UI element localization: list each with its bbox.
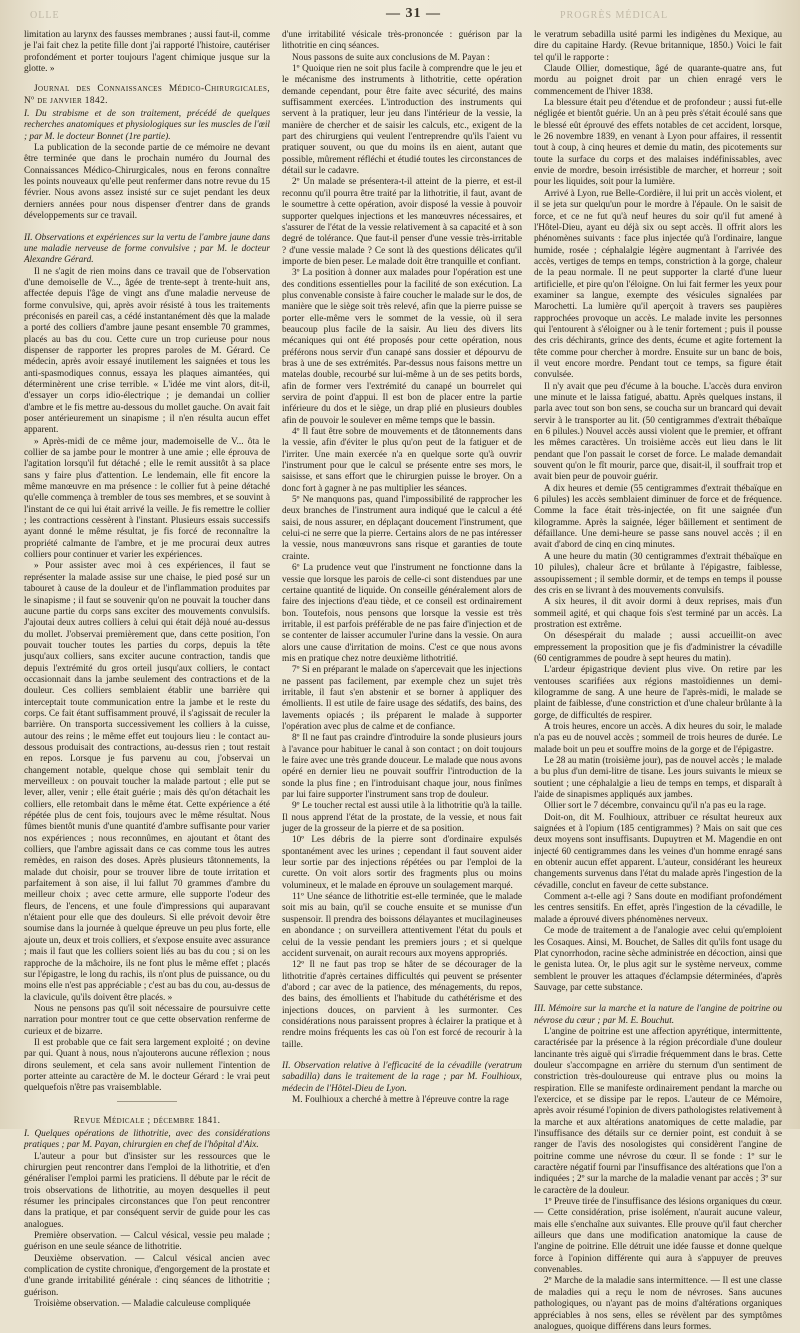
bleed-through-text-right: PROGRÈS MÉDICAL — [560, 10, 669, 21]
conclusion-item: 2º Un malade se présentera-t-il atteint de la pierre, et est-il reconnu qu'il pourra être traité par la lithotritie, il faut, avant de le soumettre à cette opération, avoir disposé la vessie à pouvoir supporter quelques injections et les manœuvres nécessaires, et s'assurer de l'état de la vessie relativement à sa capacité et à son degré de tolérance. Que faut-il penser d'une vessie très-irritable ? d'une vessie malade ? Ce sont là des questions délicates qu'il importe de bien peser. Le malade doit être tranquille et confiant. — [282, 177, 522, 267]
conclusion-item: 5º Ne manquons pas, quand l'impossibilité de rapprocher les deux branches de l'instrument aura indiqué que le calcul a été saisi, de nous assurer, en déplaçant doucement l'instrument, que celui-ci ne serre que la pierre. Certains alors de ne pas intéresser la vessie, nous manœuvrons sans risque et garanties de toute crainte. — [282, 495, 522, 562]
article-title: III. Mémoire sur la marche et la nature de l'angine de poitrine ou névrose du cœur ; par M. E. Bouchut. — [534, 1004, 782, 1026]
conclusion-item: 10º Les débris de la pierre sont d'ordinaire expulsés spontanément avec les urines ; cependant il faut souvent aider leur sortie par des injections répétées ou par l'emploi de la curette. On voit alors sortir des fragments plus ou moins volumineux, et le malade en éprouve un soulagement marqué. — [282, 835, 522, 891]
page-number: — 31 — — [386, 6, 441, 21]
conclusion-item: 8º Il ne faut pas craindre d'introduire la sonde plusieurs jours à l'avance pour habituer le canal à son contact ; on doit toujours le faire avec une très grande douceur. Le malade que nous avons opéré en dernier lieu ne pouvait souffrir l'introduction de la sonde la plus fine ; en l'introduisant chaque jour, nous finîmes par lui faire supporter l'instrument sans trop de douleur. — [282, 733, 522, 801]
paragraph: M. Foulhioux a cherché à mettre à l'épreuve contre la rage — [292, 1094, 509, 1105]
article-title: II. Observations et expériences sur la vertu de l'ambre jaune dans une maladie nerveuse de forme convulsive ; par M. le docteur Alexandre Gérard. — [24, 232, 270, 266]
observation-item: Première observation. — Calcul vésical, vessie peu malade ; guérison en une seule séance de lithotritie. — [24, 1231, 270, 1253]
column-middle — [282, 30, 522, 1117]
paragraph: Il est probable que ce fait sera largement exploité ; on devine par qui. Quant à nous, nous n'ajouterons aucune réflexion ; nous dirons seulement, et cela sans avoir nullement l'intention de porter atteinte au caractère de M. le docteur Gérard : le vrai peut quelquefois n'être pas vraisemblable. — [24, 1037, 270, 1094]
article-title: I. Quelques opérations de lithotritie, avec des considérations pratiques ; par M. Payan, chirurgien en chef de l'hôpital d'Aix. — [24, 1128, 270, 1151]
paragraph: Comment a-t-elle agi ? Sans doute en modifiant profondément les centres sensitifs. En effet, après l'ingestion de la cévadille, le malade a éprouvé divers phénomènes nerveux. — [534, 892, 782, 925]
paragraph: La publication de la seconde partie de ce mémoire ne devant être terminée que dans le prochain numéro du Journal des Connaissances Médico-Chirurgicales, nous en ferons connaître les points nouveaux qu'elle peut renfermer dans notre revue du 15 février. Nous avons assez insisté sur ce sujet pendant les deux derniers années pour nous dispenser d'entrer dans de grands développements sur ce travail. — [24, 143, 270, 222]
paragraph: Il n'y avait que peu d'écume à la bouche. L'accès dura environ une minute et le laissa fatigué, abattu. Après quelques instans, il parla avec tout son bon sens, se coucha sur un brancard qui devait servir à le transporter au lit. (50 centigrammes d'extrait thébaïque en 6 pilules.) Nouvel accès aussi violent que le premier, et offrant les mêmes caractères. Un troisième accès eut lieu dans le lit pendant que l'on passait le corset de force. Le malade demandait souvent qu'on le fît mourir, parce que, disait-il, il souffrait trop et avait bien peur de pouvoir guérir. — [534, 381, 782, 483]
paragraph: limitation au larynx des fausses membranes ; aussi faut-il, comme je l'ai fait chez la petite fille dont j'ai rapporté l'histoire, cautériser profondément et porter toujours l'agent chimique jusque sur la glotte. » — [24, 30, 270, 75]
paragraph: Claude Ollier, domestique, âgé de quarante-quatre ans, fut mordu au poignet droit par un chien enragé vers le commencement de l'hiver 1838. — [534, 64, 782, 97]
paragraph: Il ne s'agit de rien moins dans ce travail que de l'observation d'une demoiselle de V..., âgée de trente-sept à trente-huit ans, affectée depuis l'âge de vingt ans d'une maladie nerveuse de forme convulsive, qui, après avoir résisté à tous les traitements préconisés en pareil cas, a cédé instantanément dès que la malade a porté des colliers d'ambre jaune pesant ensemble 70 grammes, placés au bas du cou. Cette cure un trop curieuse pour nous dispenser de rapporter les propres paroles de M. Gérard. Ce médecin, après avoir essayé inutilement les saignées et tous les anti-spasmodiques connus, essaya les plaques aimantées, qui déterminèrent une crise terrible. « L'idée me vint alors, dit-il, d'essayer un corps idio-électrique ; je demandai un collier d'ambre et le fis mettre au-dessous du mollet gauche. On avait fait poser antérieurement un sinapisme ; il n'en résulta aucun effet apparent. — [24, 266, 270, 436]
conclusion-item: 4º Il faut être sobre de mouvements et de tâtonnements dans la vessie, afin d'éviter le plus qu'on peut de la fatiguer et de l'irriter. Une main exercée n'a en quelque sorte qu'à ouvrir l'instrument pour que le calcul se présente entre ses mors, le saisisse, et sans effort que le chirurgien puisse le broyer. On a donc fort à gagner à ne pas multiplier les séances. — [282, 427, 522, 494]
observation-item: Troisième observation. — Maladie calculeuse compliquée — [34, 1299, 251, 1310]
paragraph: A six heures, il dit avoir dormi à deux reprises, mais d'un sommeil agité, et qui chaque fois s'est terminé par un accès. La prostration est extrême. — [534, 597, 782, 630]
conclusion-item: 3º La position à donner aux malades pour l'opération est une des conditions essentielles pour la facilité de son exécution. La plus convenable consiste à faire coucher le malade sur le dos, de manière que le siège soit très relevé, afin que la pierre puisse se porter elle-même vers le sommet de la vessie, où il sera beaucoup plus facile de la saisir. Au lieu des divers lits mécaniques qui ont été proposés pour cette opération, nous préférons nous servir d'un canapé sans dossier et dépourvu de bras à une de ses extrémités. Par-dessus nous faisons mettre un matelas double, recourbé sur lui-même à un de ses petits bords, afin de former vers l'extrémité du canapé un bourrelet qui servira de point d'appui. Il est bon de placer entre la partie inférieure du dos et le siège, un drap plié en plusieurs doubles afin de pouvoir le soulever en même temps que le bassin. — [282, 268, 522, 426]
paragraph: L'auteur a pour but d'insister sur les ressources que le chirurgien peut rencontrer dans l'emploi de la lithotritie, et d'en généraliser l'emploi parmi les praticiens. Il débute par le récit de trois observations de lithotritie, au moyen desquelles il peut résumer les principales circonstances que l'on peut rencontrer dans la pratique, et par conséquent servir de guide pour les cas analogues. — [24, 1151, 270, 1230]
column-left — [24, 30, 270, 1310]
paragraph: A trois heures, encore un accès. A dix heures du soir, le malade n'a pas eu de nouvel accès ; sommeil de trois heures de durée. Le malade boit un peu et souffre moins de la gorge et de l'épigastre. — [534, 721, 782, 755]
paragraph: » Après-midi de ce même jour, mademoiselle de V... ôta le collier de sa jambe pour le montrer à une amie ; elle éprouva de l'agitation lorsqu'il fut détaché ; elle le remit aussitôt à sa place sans y faire plus d'attention. Le lendemain, elle fit encore la même manœuvre en ma présence : le collier fut à peine détaché qu'elle commença à trembler de tous ses membres, et se souvint à l'instant de ce qui lui était arrivé la veille. Je fis remettre le collier ; les contractions cessèrent à l'instant. Plusieurs essais successifs ayant donné le même résultat, je fis forcé de reconnaître la propriété calmante de l'ambre, et je me procurai deux autres colliers pour continuer et varier les expériences. — [24, 436, 270, 561]
paragraph: L'angine de poitrine est une affection apyrétique, intermittente, caractérisée par la présence à la région précordiale d'une douleur lancinante très aiguë qui s'irradie fréquemment dans le bras. Cette douleur s'accompagne en arrière du sternum d'un sentiment de constriction très-douloureuse qui entrave plus ou moins la respiration. Elle se manifeste ordinairement pendant la marche ou l'exercice, et se dissipe par le repos. L'auteur de ce Mémoire, après avoir résumé l'opinion de divers pathologistes relativement à la marche et aux altérations anatomiques de cette maladie, par l'insuffisance des détails sur ce dernier point, est conduit à se ranger de l'avis des nosologistes qui considèrent l'angine de poitrine comme une névrose du cœur. Il se fonde : 1º sur le caractère négatif fourni par l'insuffisance des altérations que l'on a indiquées ; 2º sur la marche de la maladie venant par accès ; 3º sur le caractère de la douleur. — [534, 1026, 782, 1196]
paragraph: Doit-on, dit M. Foulhioux, attribuer ce résultat heureux aux saignées et à l'opium (185 centigrammes) ? Mais on sait que ces deux moyens sont insuffisants. Dupuytren et M. Magendie en ont injecté 60 centigrammes dans les veines d'un homme enragé sans en obtenir aucun effet apparent. L'auteur, considérant les heureux changements survenus dans l'état du malade après l'ingestion de la cévadille, conclut en faveur de cette substance. — [534, 812, 782, 891]
page-header — [0, 6, 800, 28]
conclusion-item: 7º Si en préparant le malade on s'apercevait que les injections ne passent pas facilement, par exemple chez un sujet très irritable, il faut s'en abstenir et se borner à appliquer des émollients. Il est utile de faire usage des sédatifs, des bains, des lavements opiacés ; ils préparent le malade à supporter l'opération avec plus de calme et de confiance. — [282, 665, 522, 732]
article-title: II. Observation relative à l'efficacité de la cévadille (veratrum sabadilla) dans le traitement de la rage ; par M. Foulhioux, médecin de l'Hôtel-Dieu de Lyon. — [282, 1060, 522, 1094]
journal-heading: Journal des Connaissances Médico-Chirurgicales, Nº de janvier 1842. — [24, 84, 270, 106]
observation-item: Deuxième observation. — Calcul vésical ancien avec complication de cystite chronique, d'engorgement de la prostate et d'une grande irritabilité générale : cinq séances de lithotritie ; guérison. — [24, 1253, 270, 1298]
paragraph: Le 28 au matin (troisième jour), pas de nouvel accès ; le malade a bu plus d'un demi-litre de tisane. Les jours suivants le mieux se soutient ; une céphalalgie a lieu de temps en temps, et disparaît à l'aide de sinapismes appliqués aux jambes. — [534, 756, 782, 801]
paragraph: Ce mode de traitement a de l'analogie avec celui qu'emploient les Cosaques. Ainsi, M. Bouchet, de Salles dit qu'ils font usage du Plat cynorrhodon, racine sèche administrée en décoction, ainsi que le genista lutea. Or, le plus agit sur le système nerveux, comme semblent le prouver les attaques d'éclampsie déterminées, d'après Sauvage, par cette substance. — [534, 926, 782, 993]
paragraph: On désespérait du malade ; aussi accueillit-on avec empressement la proposition que je fis d'administrer la cévadille (60 centigrammes de poudre à sept heures du matin). — [534, 631, 782, 664]
paragraph: A une heure du matin (30 centigrammes d'extrait thébaïque en 10 pilules), chaleur âcre et brûlante à l'épigastre, faiblesse, assoupissement ; il semble dormir, et de temps en temps il pousse des cris en se livrant à des mouvements convulsifs. — [534, 551, 782, 596]
section-divider — [117, 1101, 177, 1102]
list-item: 2º Marche de la maladie sans intermittence. — Il est une classe de maladies qui a reçu le nom de névroses. Sans aucunes pathologiques, ou n'ayant pas de moins d'altérations organiques appréciables à nos sens, elles se révèlent par des symptômes analogues, quoique différens dans leurs formes. — [534, 1276, 782, 1332]
column-right — [534, 30, 782, 1332]
conclusion-item: 1º Quoique rien ne soit plus facile à comprendre que le jeu et le mécanisme des instruments à lithotritie, cette opération demande cependant, pour être faite avec sécurité, des mains suffisamment exercées. L'introduction des instruments qui servent à la pratiquer, leur jeu dans l'intérieur de la vessie, la manière de chercher et de saisir les calculs, etc., exigent de la part des chirurgiens qui veulent l'entreprendre qu'ils l'aient vu pratiquer souvent, ou que du moins ils en aient, autant que possible, mûrement réfléchi et étudié toutes les circonstances de détail sur le cadavre. — [282, 64, 522, 177]
paragraph: Ollier sort le 7 décembre, convaincu qu'il n'a pas eu la rage. — [544, 801, 766, 812]
list-item: 1º Preuve tirée de l'insuffisance des lésions organiques du cœur. — Cette considération, prise isolément, n'aurait aucune valeur, mais elle s'enchaîne aux suivantes. Elle prouve qu'il faut chercher ailleurs que dans une modification anatomique la cause de l'angine de poitrine. Elle détruit une idée fausse et donne quelque force à l'opinion différente qui aura à s'appuyer de preuves convenables. — [534, 1197, 782, 1276]
paragraph: d'une irritabilité vésicale très-prononcée : guérison par la lithotritie en cinq séances. — [282, 30, 522, 52]
conclusion-item: 9º Le toucher rectal est aussi utile à la lithotritie qu'à la taille. Il nous apprend l'état de la prostate, de la vessie, et nous fait juger de la grosseur de la pierre et de sa position. — [282, 801, 522, 835]
bleed-through-text-left: OLLE — [30, 10, 60, 21]
conclusion-item: 11º Une séance de lithotritie est-elle terminée, que le malade soit mis au bain, qu'il se couche ensuite et se munisse d'un suspensoir. Il prendra des boissons délayantes et mucilagineuses en abondance ; on surveillera attentivement l'état du pouls et celui de la vessie pendant les premiers jours ; et si quelque accident survenait, on aurait recours aux moyens appropriés. — [282, 892, 522, 959]
conclusion-item: 12º Il ne faut pas trop se hâter de se décourager de la lithotritie d'après certaines difficultés qui peuvent se présenter d'abord ; car avec de la patience, des ménagements, du repos, des bains, des émollients et l'habitude du cathétérisme et des injections douces, on parvient à les surmonter. Ces considérations nous paraissent propres à éclairer la pratique et à rendre moins fréquents les cas où l'on est forcé de recourir à la taille. — [282, 960, 522, 1050]
article-title: I. Du strabisme et de son traitement, précédé de quelques recherches anatomiques et physiologiques sur les muscles de l'œil ; par M. le docteur Bonnet (1re partie). — [24, 109, 270, 142]
paragraph: Nous ne pensons pas qu'il soit nécessaire de poursuivre cette narration pour montrer tout ce que cette observation renferme de curieux et de bizarre. — [24, 1003, 270, 1037]
journal-heading: Revue Médicale ; décembre 1841. — [73, 1115, 221, 1126]
paragraph: La blessure était peu d'étendue et de profondeur ; aussi fut-elle négligée et bientôt guérie. Un an à peu près s'était écoulé sans que le blessé eût éprouvé des effets notables de cet accident, lorsque, le 26 novembre 1839, en venant à Lyon pour affaires, il ressentit tout à coup, à cinq heures et demie du matin, des picotements sur toute la surface du corps et des malaises indéfinissables, avec envie de mordre, besoin irrésistible de marcher, et horreur ; soit pour les liquides, soit pour la lumière. — [534, 98, 782, 188]
paragraph: A dix heures et demie (55 centigrammes d'extrait thébaïque en 6 pilules) les accès semblaient diminuer de force et de fréquence. Comme la face était très-injectée, on fit une saignée d'un kilogramme. Après la saignée, léger bâillement et sentiment de défaillance. Une demi-heure se passe sans nouvel accès ; il en avait d'abord de cinq en cinq minutes. — [534, 483, 782, 551]
conclusion-item: 6º La prudence veut que l'instrument ne fonctionne dans la vessie que lorsque les parois de celle-ci sont distendues par une certaine quantité de liquide. On conseille généralement alors de faire des injections d'eau tiède, et ce conseil est ordinairement bon. Toutefois, nous pensons que lorsque la vessie est très irritable, il est parfois préférable de ne pas faire d'injection et de se contenter de laisser accumuler l'urine dans la vessie. On aura alors une cause d'irritation de moins. C'est ce que nous avons mis en pratique chez notre deuxième lithotritié. — [282, 563, 522, 664]
paragraph: » Pour assister avec moi à ces expériences, il faut se représenter la malade assise sur une chaise, le pied posé sur un tabouret à cause de la douleur et de l'inflammation produites par le sinapisme ; il faut se souvenir qu'on ne pouvait la toucher dans aucune partie du corps sans exciter des mouvements convulsifs. J'ajoutai deux autres colliers à celui qui était déjà noué au-dessus du mollet. J'observai premièrement que, dans cette position, l'on pouvait toucher toutes les parties du corps, depuis la tête jusqu'aux colliers, sans exciter aucune contraction, tandis que depuis l'extrémité du gros orteil jusqu'aux colliers, le contact occasionnait dans la jambe seulement des contractions et de la douleur. Ces colliers semblaient établir une barrière qui interceptait toute communication entre la jambe et le reste du corps. Ce fait étant suffisamment prouvé, il s'agissait de reculer la barrière. On transporta successivement les colliers à la cuisse, autour des reins ; le même effet eut toujours lieu : le contact au-dessous produisait des contractions, au-dessus rien ; tout restait en repos. Lorsque je fus parvenu au cou, j'observai un changement notable, quelque chose qui semblait tenir du merveilleux : on pouvait toucher la malade partout ; elle put se lever, aller, venir ; elle était guérie ; mais dès qu'on détachait les colliers, elle retombait dans le même état. Cette expérience a été répétée plus de cent fois, toujours avec le même résultat. Nous fûmes bientôt munis d'une quantité d'ambre suffisante pour varier nos expériences ; nous reconnûmes, en ajoutant et ôtant des colliers, que l'ambre agissait dans ce cas comme tous les autres remèdes, en raison des doses. Après plusieurs tâtonnements, la malade dut choisir, pour se trouver libre de toute irritation et parfaitement à son aise, il lui fallut 70 grammes d'ambre du meilleur choix ; avec cette armure, elle supporte l'odeur des fleurs, de l'encens, et une foule d'impressions qui auparavant n'étaient pour elle que des douleurs. Si elle prévoit devoir être soumise dans la journée à quelque épreuve un peu plus forte, elle ajoute un, deux et trois colliers, et s'expose ensuite avec assurance ; mais il faut que les colliers soient liés au bas du cou ; si on les rapproche de la mâchoire, ils ne font plus le même effet ; placés sur l'épigastre, le long du rachis, ils n'ont plus de puissance, ou du moins elle n'est pas appréciable ; c'est au bas du cou, au-dessus de la clavicule, qu'ils doivent être placés. » — [24, 561, 270, 1003]
paragraph: le veratrum sebadilla usité parmi les indigènes du Mexique, au dire du capitaine Hardy. (Revue britannique, 1850.) Voici le fait tel qu'il le rapporte : — [534, 30, 782, 63]
paragraph: Nous passons de suite aux conclusions de M. Payan : — [292, 52, 490, 63]
paragraph: L'ardeur épigastrique devient plus vive. On retire par les ventouses scarifiées aux régions mastoïdiennes un demi-kilogramme de sang. A une heure de l'après-midi, le malade se plaint de faiblesse, d'une constriction et d'une chaleur brûlante à la gorge, de difficultés de respirer. — [534, 665, 782, 721]
paragraph: Arrivé à Lyon, rue Belle-Cordière, il lui prit un accès violent, et il se jeta sur quelqu'un pour le mordre à l'épaule. On le saisit de force, et ce ne fut qu'à neuf heures du soir qu'il fut amené à l'Hôtel-Dieu, ayant eu déjà six ou sept accès. Il offrit alors les phénomènes suivants : face plus injectée qu'à l'ordinaire, langue humide, rosée ; céphalalgie légère augmentant à l'arrivée des accès, vertiges de temps en temps, constriction à la gorge, chaleur de la peau normale. Il ne peut supporter la clarté d'une lueur artificielle, et pire qu'on l'éloigne. On lui fait fermer les yeux pour examiner sa langue, exempte des vésicules signalées par Marochetti. La lumière qu'il aperçoit à travers ses paupières rapprochées provoque un accès. Le malade invite les personnes qui l'entourent à s'éloigner ou à le tenir fortement ; puis il pousse des cris déchirants, grince des dents, écume et agite fortement la tête comme pour chercher à mordre. Ensuite sur un banc de bois, il veut encore mordre. Pendant tout ce temps, sa figure était convulsée. — [534, 188, 782, 381]
